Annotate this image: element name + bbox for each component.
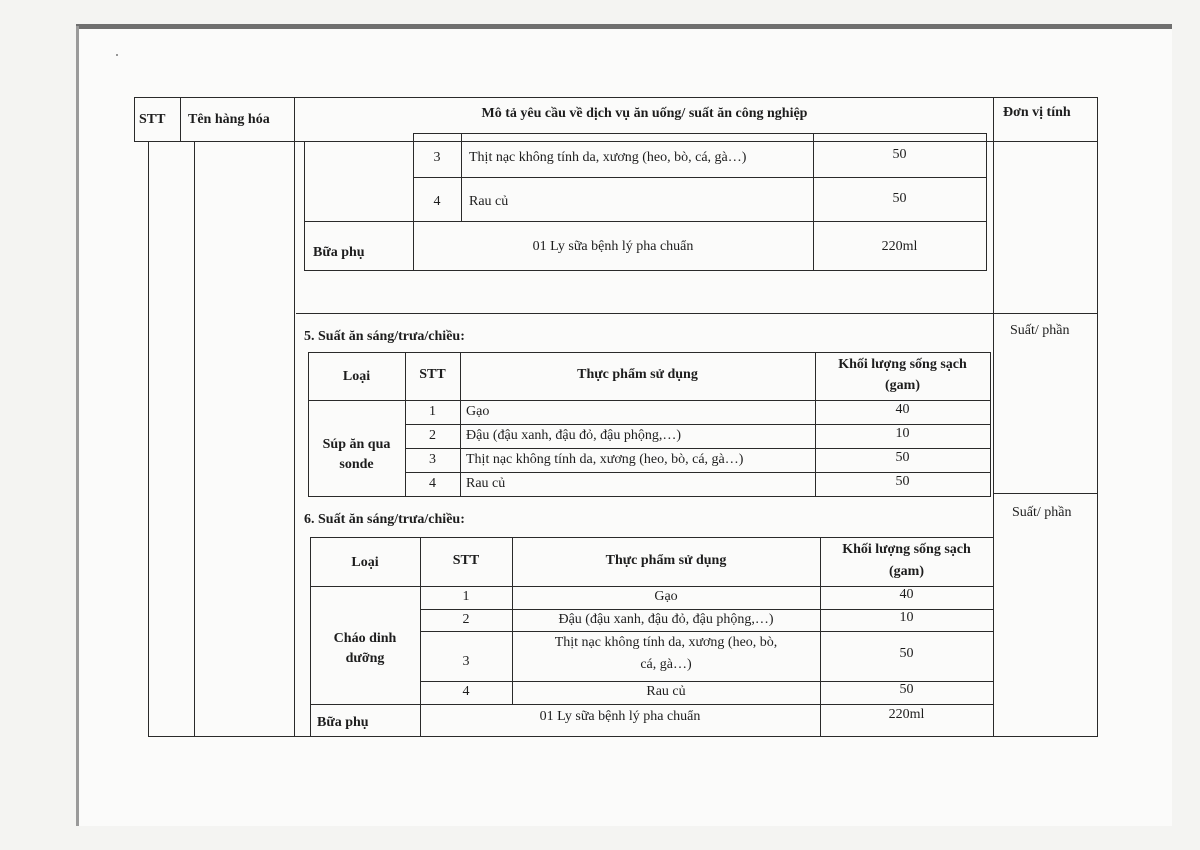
outer-left-border-head [134,97,135,141]
outer-right-border [1097,97,1098,737]
s5-type-label-l1: Súp ăn qua [322,437,391,452]
table-cell: Gạo [466,404,490,419]
s6-line [993,537,994,737]
s6-line [310,537,993,538]
top-table-line [461,133,462,221]
table-cell: 10 [895,426,910,441]
s6-type-label-l1: Cháo dinh [333,631,397,646]
snack-label: Bữa phụ [313,245,365,260]
section-separator-6-unit [993,493,1098,494]
outer-top-border [134,97,1098,98]
table-cell: 2 [429,428,436,443]
s6-type-label-l2: dưỡng [345,651,385,666]
s6-snack-amount: 220ml [888,707,925,722]
table-cell: Thịt nạc không tính da, xương (heo, bò, cá, gà…) [466,452,744,467]
table-cell: Gạo [654,589,678,604]
outer-header-bottom-border [134,141,1098,142]
col-divider-item [294,97,295,737]
s6-col-type: Loại [351,555,379,570]
table-cell: 3 [462,654,470,669]
top-table-line [304,270,987,271]
table-cell: 40 [899,587,914,602]
top-table-line [986,133,987,271]
table-cell: 4 [429,476,436,491]
s5-line [990,352,991,497]
table-cell: 50 [892,191,907,206]
col-divider-stt-head [180,97,181,141]
s5-line [308,496,991,497]
s5-col-weight-l2: (gam) [885,378,920,393]
scan-edge-left [76,26,79,826]
s5-type-label-l2: sonde [339,457,374,472]
table-cell: Thịt nạc không tính da, xương (heo, bò, cá, gà…) [469,150,747,165]
table-cell: 50 [892,147,907,162]
table-cell: 3 [433,150,441,165]
table-cell: 50 [899,682,914,697]
table-cell: Đậu (đậu xanh, đậu đỏ, đậu phộng,…) [466,428,682,443]
scan-speck [116,54,118,56]
table-cell: 1 [429,404,436,419]
table-cell: Đậu (đậu xanh, đậu đỏ, đậu phộng,…) [558,612,774,627]
snack-amount: 220ml [881,239,918,254]
table-cell: 2 [462,612,470,627]
table-cell: 1 [462,589,470,604]
s6-col-food: Thực phẩm sử dụng [605,553,727,568]
s6-col-weight-l1: Khối lượng sống sạch [842,542,971,557]
col-divider-stt [194,141,195,737]
table-cell: Rau củ [469,194,509,209]
top-table-line [304,221,987,222]
table-cell: cá, gà…) [640,657,692,672]
table-cell: Rau củ [466,476,506,491]
section-6-unit: Suất/ phần [1012,505,1072,520]
table-cell: 3 [429,452,436,467]
s5-col-weight-l1: Khối lượng sống sạch [838,357,967,372]
outer-left-border [148,141,149,737]
header-description: Mô tả yêu cầu về dịch vụ ăn uống/ suất ăn công nghiệp [481,106,808,121]
s5-col-food: Thực phẩm sử dụng [577,367,698,382]
s5-col-type: Loại [342,369,371,384]
section-5-title: 5. Suất ăn sáng/trưa/chiều: [304,329,465,344]
top-table-line [413,177,987,178]
top-table-line [304,141,305,271]
snack-description: 01 Ly sữa bệnh lý pha chuẩn [532,239,694,254]
s5-col-stt: STT [419,367,446,382]
section-separator-5 [296,313,1098,314]
header-stt: STT [139,112,166,127]
table-cell: Thịt nạc không tính da, xương (heo, bò, [554,635,778,650]
header-unit: Đơn vị tính [1003,105,1071,120]
table-cell: 50 [899,646,914,661]
s6-line [310,704,993,705]
s5-line [308,352,991,353]
s6-snack-description: 01 Ly sữa bệnh lý pha chuẩn [539,709,701,724]
s6-snack-label: Bữa phụ [317,715,369,730]
s6-col-weight-l2: (gam) [889,564,924,579]
table-cell: 50 [895,450,910,465]
table-cell: 50 [895,474,910,489]
outer-bottom-border [148,736,1098,737]
section-5-unit: Suất/ phần [1010,323,1070,338]
s6-col-stt: STT [452,553,480,568]
section-6-title: 6. Suất ăn sáng/trưa/chiều: [304,512,465,527]
table-cell: 10 [899,610,914,625]
scanned-page [76,26,1172,826]
table-cell: 4 [462,684,470,699]
table-cell: Rau củ [646,684,686,699]
table-cell: 40 [895,402,910,417]
top-table-line [413,133,987,134]
scan-edge-top [76,24,1172,29]
header-item-name: Tên hàng hóa [188,112,270,127]
table-cell: 4 [433,194,441,209]
s6-line [420,631,993,632]
